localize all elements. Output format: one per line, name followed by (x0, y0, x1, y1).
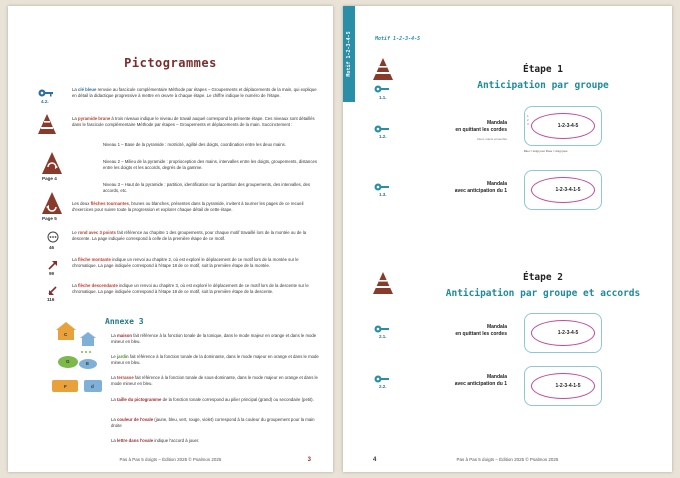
ref-1-2: 1.2. (379, 134, 387, 139)
entry-circle: Le rond avec 3 points fait référence au chapitre 1 des groupements, pour chaque motif travaillé lors de la montée ou de la descente. La page indiquée correspond à celle de la première étape de ce motif. (72, 230, 307, 241)
left-page (8, 6, 333, 472)
page4-label: Page 4 (42, 176, 57, 181)
annexe-oval-letter: La lettre dans l'ovale indique l'accord à jouer. (111, 438, 200, 443)
num-46: 46 (49, 245, 55, 250)
level-3: Niveau 3 – Haut de la pyramide : partition, identification sur la partition des groupements, des intervalles, des accords, etc. (103, 182, 311, 193)
entry-pyramid: La pyramide brune à trois niveaux indique le niveau de travail auquel correspond la présente étape. Ces niveaux sont détaillés dans le fascicule complémentaire Méthode par étapes – Groupements et déplacements de la main. Succinctement : (72, 116, 315, 127)
row2-label: Mandala avec anticipation du 1 (454, 181, 507, 194)
row1-note: Deux mains ensemble (477, 137, 507, 141)
key-ref-label: 4.2. (41, 99, 49, 104)
house-letter-c: C (64, 332, 68, 337)
level-1: Niveau 1 – Base de la pyramide : motricité, agilité des doigts, coordination entre les deux mains. (103, 142, 286, 147)
house-letter-f: F (64, 384, 67, 389)
entry-key: La clé bleue renvoie au fascicule complémentaire Méthode par étapes – Groupements et déplacements de la main, qui explique en détail la didactique progressive à mettre en œuvre à chaque étape. Le chiffre indique le numéro de l'étape. (72, 87, 317, 98)
row4-label: Mandala avec anticipation du 1 (454, 374, 507, 387)
key-icon (38, 88, 54, 98)
entry-rotating-arrows: Les deux flèches tournantes, brunes ou blanches, présentes dans la pyramide, invitent à tourner les pages de ce recueil d'exercices pour suivre toute la progression et explorer chaque détail de cette étape. (72, 201, 304, 212)
level-2: Niveau 2 – Milieu de la pyramide : proprioception des mains, intervalles entre les doigts, groupements, distances entre les doigts et les accords, degrés de la gamme. (103, 159, 318, 170)
pyramid-level1-icon (373, 58, 393, 80)
house-letter-g: G (66, 359, 70, 364)
annexe-garden: Le jardin fait référence à la fonction tonale de la dominante, dans le mode majeur en orange et dans le mode mineur en bleu. (111, 354, 319, 365)
row3-label: Mandala en quittant les cordes (455, 324, 507, 337)
num-116: 116 (47, 297, 55, 302)
page-number: 3 (307, 457, 311, 463)
ref-2-2: 2.2. (379, 384, 387, 389)
oval-side-numbers: 1 2 3 (527, 114, 529, 126)
num-99: 99 (49, 271, 55, 276)
etape1-subtitle: Anticipation par groupe (477, 80, 609, 91)
page5-label: Page 5 (42, 216, 57, 221)
ref-1-1: 1.1. (379, 95, 387, 100)
pyramid-level1-icon (373, 272, 393, 294)
annexe-size: La taille du pictogramme de la fonction tonale correspond au pilier principal (grand) ou secondaire (petit). (111, 397, 314, 402)
house-letter-d: d (91, 384, 94, 389)
house-garden-terrace-icons (46, 318, 106, 398)
annexe-house: La maison fait référence à la fonction tonale de la tonique, dans le mode majeur en orange et dans le mode mineur en bleu. (111, 333, 317, 344)
row3-sequence: 1-2-3-4-5 (557, 330, 579, 336)
page-number: 4 (373, 457, 377, 463)
motif-heading: Motif 1-2-3-4-5 (375, 36, 421, 42)
circle-three-dots-icon (47, 231, 59, 243)
mandala-card-2[interactable] (524, 170, 602, 210)
entry-arrow-up: La flèche montante indique un renvoi au chapitre 2, où est exploré le déplacement de ce motif lors de la montée sur le chromatique. La page indiquée correspond à l'étape 18 de ce motif, soit la première étape de la montée. (72, 257, 299, 268)
row1-label: Mandala en quittant les cordes (455, 120, 507, 133)
annexe-title: Annexe 3 (105, 317, 144, 326)
annexe-oval-color: La couleur de l'ovale (jaune, bleu, vert, rouge, violet) correspond à la couleur du groupement pour la main droite (111, 417, 315, 428)
right-page (343, 6, 672, 472)
arrow-down-icon (48, 286, 58, 296)
entry-arrow-down: La flèche descendante indique un renvoi au chapitre 3, où est exploré le déplacement de ce motif lors de la descente sur le chromatique. La page indiquée correspond à l'étape 18 de ce motif, soit la première étape de la descente. (72, 283, 309, 294)
mandala-card-3[interactable] (524, 313, 602, 353)
ref-1-3: 1.3. (379, 192, 387, 197)
row1-sequence: 1-2-3-4-5 (557, 123, 579, 129)
mandala-card-1[interactable] (524, 106, 602, 146)
house-letter-e: E (86, 361, 90, 366)
etape2-subtitle: Anticipation par groupe et accords (445, 288, 641, 299)
rotating-arrow-pyramid-icon (42, 152, 62, 174)
etape2-title: Étape 2 (522, 272, 564, 283)
rotating-arrow-pyramid-white-icon (42, 192, 62, 214)
page-title: Pictogrammes (124, 56, 217, 70)
pyramid-icon (38, 114, 56, 134)
row1-legend: Bleu = doigt joué Rose = doigt joué (524, 149, 568, 153)
footer: Pas à Pas 5 doigts – Édition 2025 © Psalmos 2025 (456, 457, 559, 462)
key-icon (374, 84, 390, 94)
side-tab: Motif 1-2-3-4-5 (343, 6, 355, 102)
row2-sequence: 1-2-3-4-1-5 (555, 187, 581, 193)
ref-2-1: 2.1. (379, 334, 387, 339)
arrow-up-icon (48, 260, 58, 270)
footer: Pas à Pas 5 doigts – Édition 2025 © Psalmos 2025 (119, 457, 222, 462)
etape1-title: Étape 1 (522, 64, 564, 75)
mandala-card-4[interactable] (524, 366, 602, 406)
row4-sequence: 1-2-3-4-1-5 (555, 383, 581, 389)
annexe-terrace: La terrasse fait référence à la fonction tonale de sous-dominante, dans le mode majeur en orange et dans le mode mineur en bleu. (111, 375, 318, 386)
